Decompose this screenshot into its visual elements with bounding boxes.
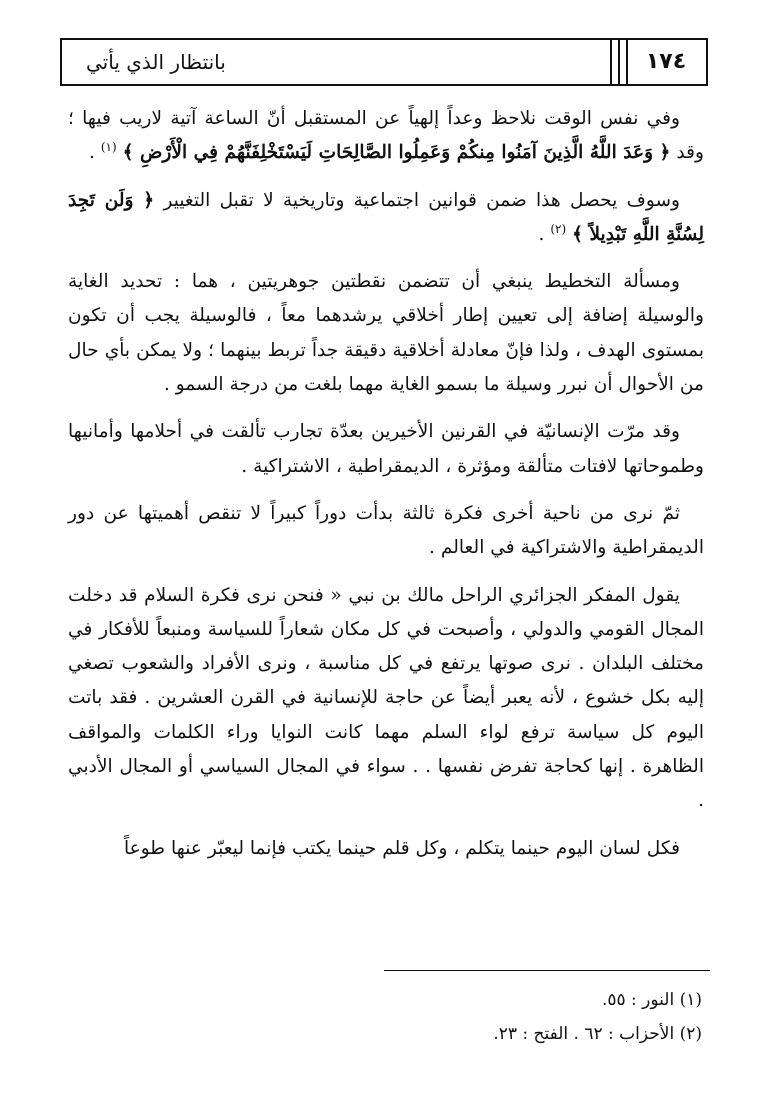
footnote: (٢) الأحزاب : ٦٢ . الفتح : ٢٣.	[493, 1024, 702, 1044]
footnote: (١) النور : ٥٥.	[601, 990, 702, 1010]
paragraph: ومسألة التخطيط ينبغي أن تتضمن نقطتين جوهريتين ، هما : تحديد الغاية والوسيلة إضافة إلى تعيين إطار أخلاقي يرشدهما معاً ، فالوسيلة يجب أن تكون بمستوى الهدف ، ولذا فإنّ معادلة أخلاقية دقيقة جداً تربط بينهما ؛ ولا يمكن بأي حال من الأحوال أن نبرر وسيلة ما بسمو الغاية مهما بلغت من درجة السمو .	[68, 271, 704, 396]
paragraph: فكل لسان اليوم حينما يتكلم ، وكل قلم حينما يكتب فإنما ليعبّر عنها طوعاً	[123, 837, 680, 859]
footnote-ref: (٢)	[550, 221, 567, 236]
header-divider	[610, 40, 612, 84]
page-number: ١٧٤	[645, 49, 687, 74]
paragraph: وقد مرّت الإنسانيّة في القرنين الأخيرين بعدّة تجارب تألقت في أحلامها وأمانيها وطموحاتها لافتات متألقة ومؤثرة ، الديمقراطية ، الاشتراكية .	[68, 421, 704, 477]
paragraph-end: .	[538, 223, 545, 245]
footnotes	[68, 982, 702, 1052]
header-divider	[618, 40, 620, 84]
paragraph-text: وسوف يحصل هذا ضمن قوانين اجتماعية وتاريخية لا تقبل التغيير	[163, 189, 681, 211]
running-header	[60, 38, 708, 86]
paragraph-end: .	[88, 142, 95, 164]
paragraph: يقول المفكر الجزائري الراحل مالك بن نبي « فنحن نرى فكرة السلام قد دخلت المجال القومي والدولي ، وأصبحت في كل مكان شعاراً للسياسة ومنبعاً للأفكار في مختلف البلدان . نرى صوتها يرتفع في كل مناسبة ، ونرى الأفراد والشعوب تصغي إليه بكل خشوع ، لأنه يعبر أيضاً عن حاجة للإنسانية في القرن العشرين . فقد باتت اليوم كل سياسة ترفع لواء السلم مهما كانت النوايا وراء الكلمات والمواقف الظاهرة . إنها كحاجة تفرض نفسها . . سواء في المجال السياسي أو المجال الأدبي .	[68, 584, 704, 812]
footnote-ref: (١)	[100, 140, 117, 155]
paragraph: ثمّ نرى من ناحية أخرى فكرة ثالثة بدأت دوراً كبيراً لا تنقص أهميتها عن دور الديمقراطية والاشتراكية في العالم .	[68, 502, 704, 559]
paragraph	[68, 184, 704, 253]
chapter-title: بانتظار الذي يأتي	[86, 50, 226, 74]
paragraph-text: وفي نفس الوقت نلاحظ وعداً إلهياً عن المستقبل أنّ الساعة آتية لاريب فيها ؛ وقد	[68, 108, 704, 164]
footnote-separator	[384, 970, 710, 971]
quran-quote: ﴿ وَعَدَ اللَّهُ الَّذِينَ آمَنُوا مِنكُمْ وَعَمِلُوا الصَّالِحَاتِ لَيَسْتَخْلِفَنَّهُمْ فِي الْأَرْضِ ﴾	[122, 142, 671, 164]
paragraph	[68, 102, 704, 171]
quran-quote: ﴿ وَلَن تَجِدَ لِسُنَّةِ اللَّهِ تَبْدِيلاً ﴾	[68, 189, 704, 245]
body-text	[68, 102, 704, 879]
